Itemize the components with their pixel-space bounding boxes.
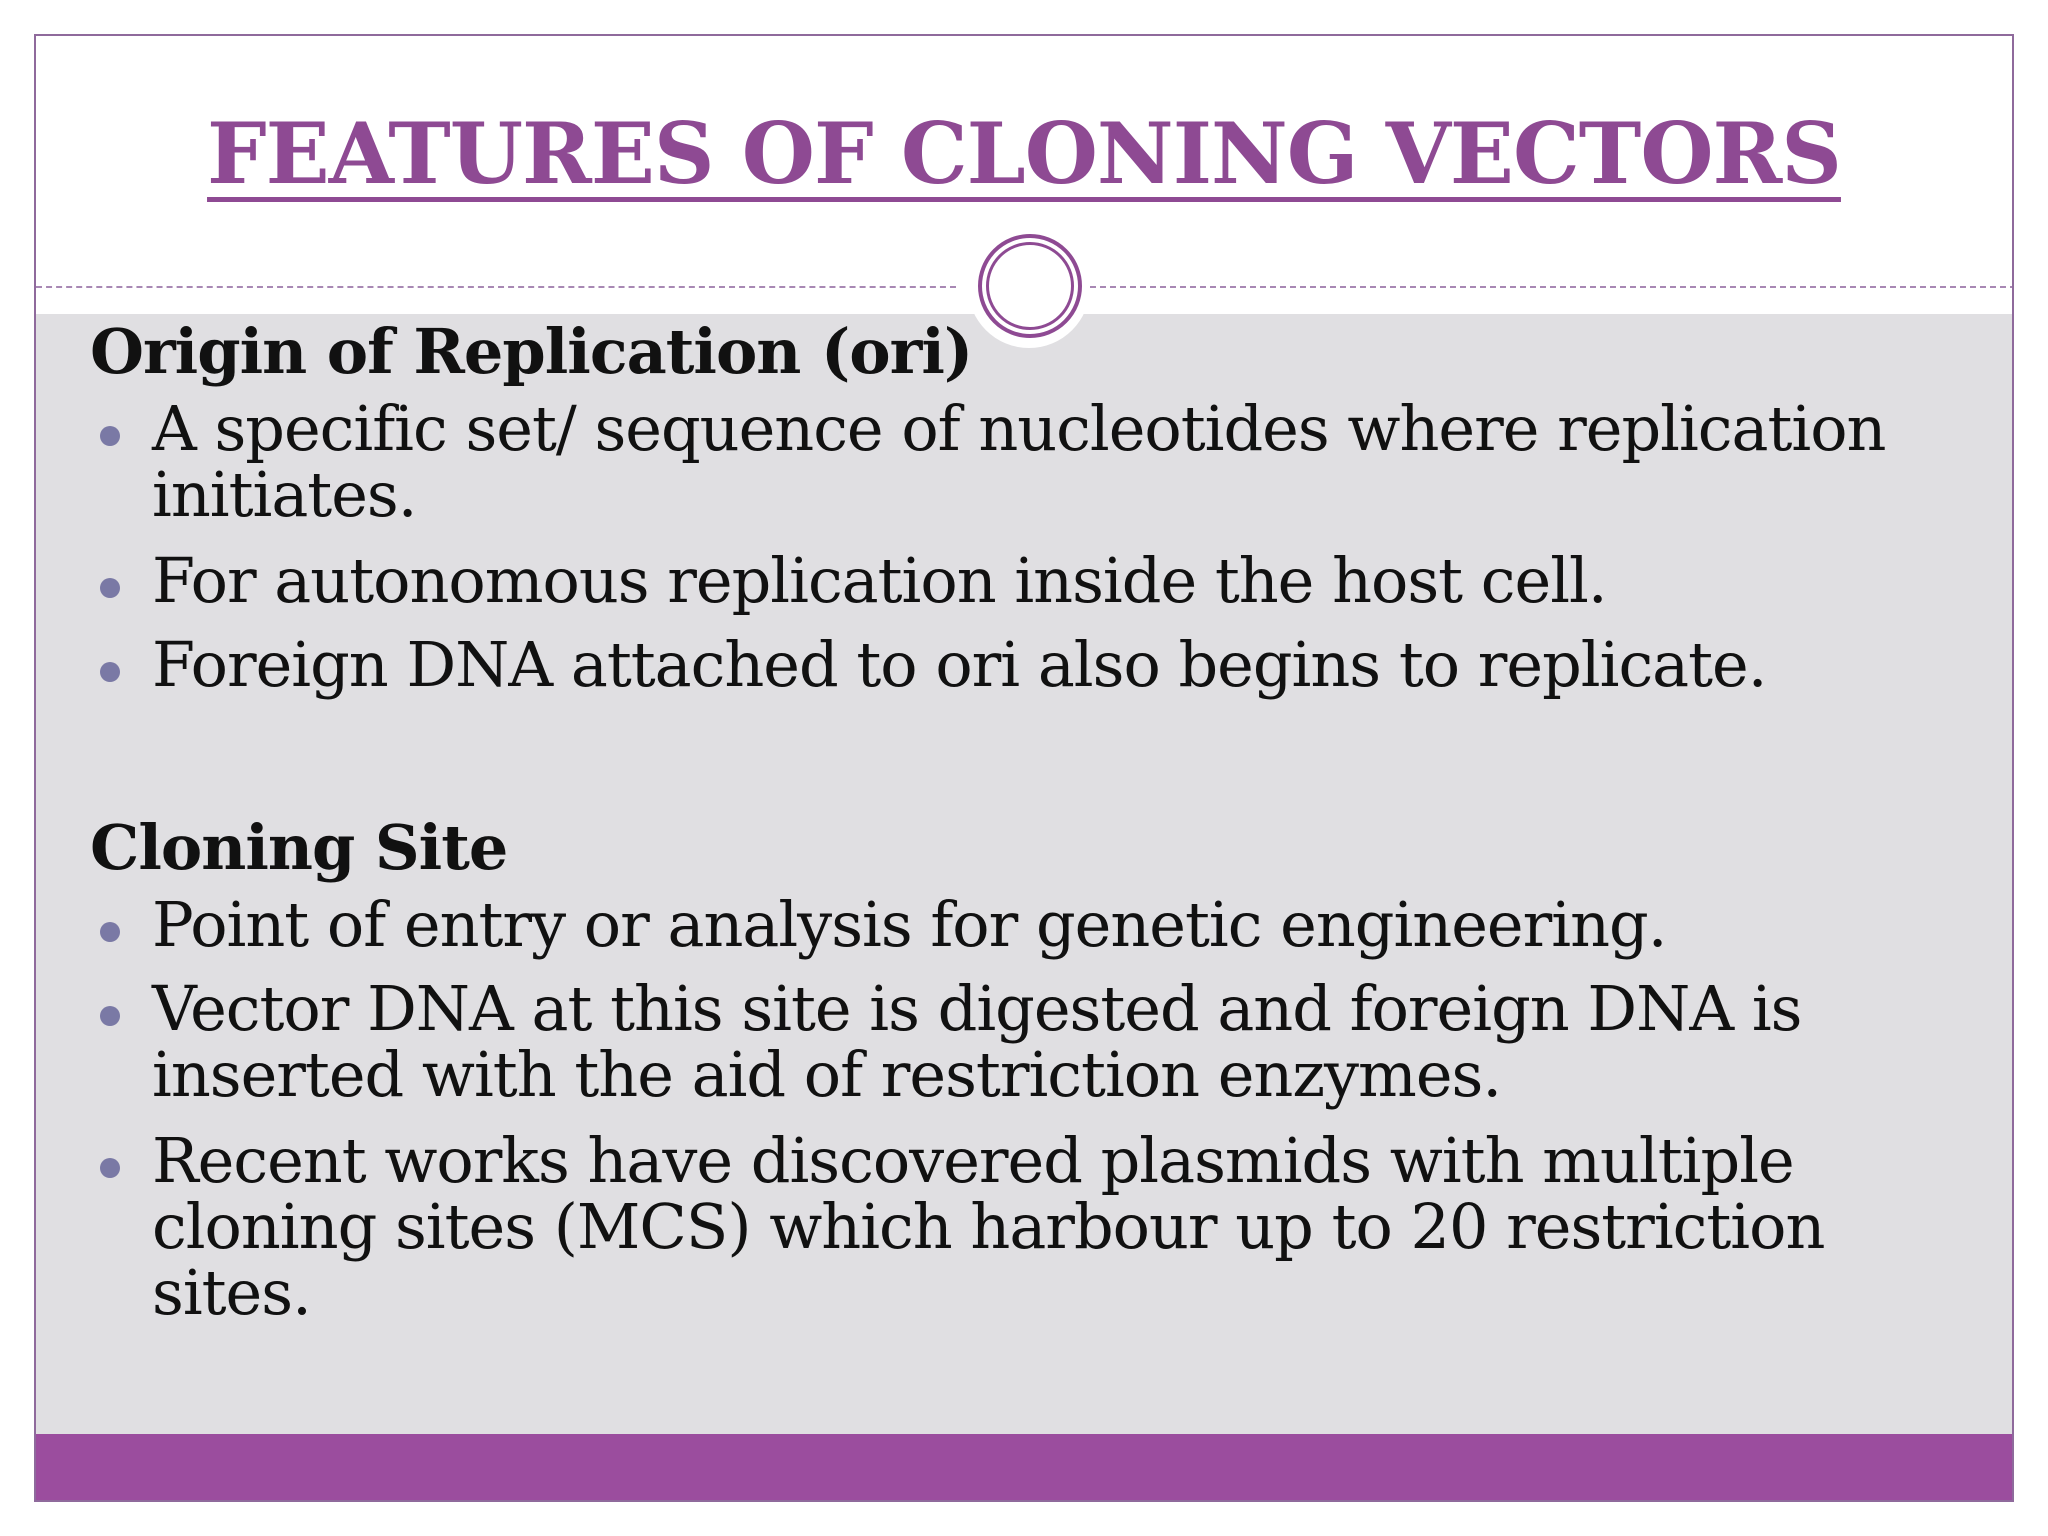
title-divider-left — [36, 286, 956, 288]
footer-accent-bar — [36, 1434, 2012, 1502]
slide-title: FEATURES OF CLONING VECTORS — [207, 104, 1841, 203]
section-heading-cloning-site: Cloning Site — [90, 811, 508, 884]
bullet-text: Recent works have discovered plasmids with multiple cloning sites (MCS) which harbour up to 20 restriction sites. — [152, 1124, 1825, 1329]
bullet-icon — [100, 578, 120, 598]
title-divider-right — [1090, 286, 2014, 288]
bullet-text: Vector DNA at this site is digested and foreign DNA is inserted with the aid of restriction enzymes. — [152, 972, 1802, 1111]
bullet-icon — [100, 1158, 120, 1178]
bullet-icon — [100, 662, 120, 682]
bullet-icon — [100, 922, 120, 942]
bullet-icon — [100, 426, 120, 446]
content-area — [36, 314, 2012, 1434]
bullet-text: For autonomous replication inside the host cell. — [152, 544, 1607, 617]
inner-circle-ornament-icon — [986, 242, 1074, 330]
bullet-text: Foreign DNA attached to ori also begins to replicate. — [152, 628, 1767, 701]
bullet-text: A specific set/ sequence of nucleotides where replication initiates. — [152, 392, 1886, 531]
bullet-text: Point of entry or analysis for genetic engineering. — [152, 888, 1667, 961]
slide — [34, 34, 2014, 1502]
bullet-icon — [100, 1006, 120, 1026]
section-heading-origin-of-replication: Origin of Replication (ori) — [90, 315, 973, 388]
